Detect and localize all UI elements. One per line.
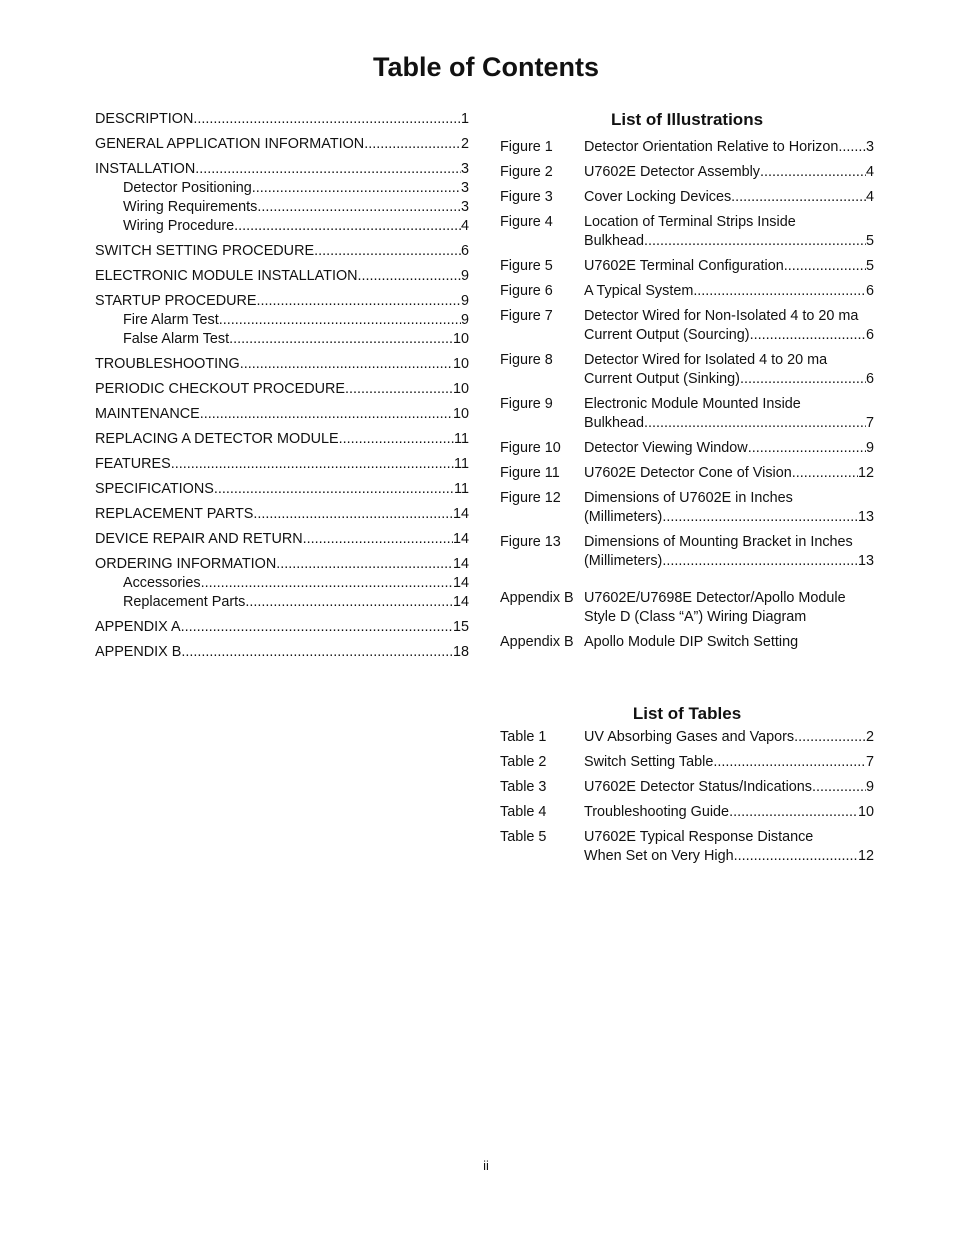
item-label: Appendix B — [500, 590, 574, 606]
item-page: 9 — [865, 779, 874, 795]
item-title: Troubleshooting Guide — [584, 804, 730, 820]
toc-entry — [95, 530, 469, 549]
item-title: Current Output (Sinking) — [584, 371, 740, 387]
item-page: 5 — [865, 233, 874, 249]
toc-section — [95, 380, 469, 399]
tables-list — [500, 704, 874, 872]
item-body — [584, 188, 874, 207]
dot-leader — [240, 355, 453, 374]
item-line: Apollo Module DIP Switch Setting — [584, 634, 799, 650]
entry-title: DEVICE REPAIR AND RETURN — [95, 531, 303, 547]
dot-leader — [200, 405, 453, 424]
list-item — [500, 163, 874, 182]
toc-section — [95, 160, 469, 236]
toc-entry — [95, 355, 469, 374]
item-page: 5 — [865, 258, 874, 274]
item-last-line — [584, 163, 874, 182]
dot-leader — [838, 138, 866, 157]
toc-section — [95, 267, 469, 286]
item-title: Bulkhead — [584, 233, 645, 249]
list-item — [500, 778, 874, 797]
item-last-line — [584, 414, 874, 433]
entry-page: 9 — [460, 268, 469, 284]
dot-leader — [303, 530, 453, 549]
item-last-line — [584, 464, 874, 483]
dot-leader — [252, 179, 461, 198]
item-line: Location of Terminal Strips Inside — [584, 214, 796, 230]
toc-section — [95, 110, 469, 129]
entry-title: Replacement Parts — [123, 594, 246, 610]
dot-leader — [276, 555, 453, 574]
item-body — [584, 138, 874, 157]
list-item — [500, 633, 874, 652]
list-item — [500, 439, 874, 458]
dot-leader — [253, 505, 453, 524]
entry-page: 9 — [460, 312, 469, 328]
dot-leader — [740, 370, 866, 389]
item-title: U7602E Detector Status/Indications — [584, 779, 812, 795]
item-body — [584, 489, 874, 527]
item-label: Figure 7 — [500, 308, 553, 324]
dot-leader — [245, 593, 453, 612]
item-last-line — [584, 370, 874, 389]
item-label: Figure 8 — [500, 352, 553, 368]
item-line: Detector Wired for Isolated 4 to 20 ma — [584, 352, 828, 368]
dot-leader — [195, 160, 461, 179]
item-page: 13 — [857, 509, 874, 525]
entry-page: 10 — [452, 331, 469, 347]
illustrations-heading: List of Illustrations — [610, 110, 764, 129]
item-last-line — [584, 439, 874, 458]
item-title: Cover Locking Devices — [584, 189, 732, 205]
dot-leader — [734, 847, 858, 866]
item-last-line — [584, 728, 874, 747]
toc-section — [95, 430, 469, 449]
entry-page: 14 — [452, 594, 469, 610]
item-body — [584, 395, 874, 433]
list-item — [500, 351, 874, 389]
item-title: U7602E Detector Assembly — [584, 164, 760, 180]
dot-leader — [201, 574, 453, 593]
item-line: U7602E Typical Response Distance — [584, 829, 814, 845]
item-title: Detector Orientation Relative to Horizon — [584, 139, 839, 155]
dot-leader — [314, 242, 461, 261]
item-last-line — [584, 753, 874, 772]
entry-title: Wiring Requirements — [123, 199, 258, 215]
toc-entry — [95, 505, 469, 524]
dot-leader — [339, 430, 454, 449]
toc-section — [95, 618, 469, 637]
item-last-line — [584, 778, 874, 797]
toc-subentry — [95, 574, 469, 593]
item-page: 10 — [857, 804, 874, 820]
toc-section — [95, 480, 469, 499]
toc-section — [95, 292, 469, 349]
toc-entry — [95, 455, 469, 474]
item-label: Figure 4 — [500, 214, 553, 230]
page-number: ii — [483, 1158, 489, 1173]
tables-heading: List of Tables — [632, 704, 742, 723]
dot-leader — [792, 464, 858, 483]
item-title: Switch Setting Table — [584, 754, 714, 770]
item-body — [584, 828, 874, 866]
list-item — [500, 828, 874, 866]
item-last-line — [584, 326, 874, 345]
item-body — [584, 213, 874, 251]
toc-subentry — [95, 217, 469, 236]
toc-section — [95, 135, 469, 154]
item-body — [584, 351, 874, 389]
entry-title: SWITCH SETTING PROCEDURE — [95, 243, 315, 259]
entry-page: 3 — [460, 180, 469, 196]
dot-leader — [257, 292, 461, 311]
toc-entry — [95, 380, 469, 399]
dot-leader — [644, 232, 866, 251]
list-item — [500, 728, 874, 747]
dot-leader — [234, 217, 461, 236]
item-title: U7602E Terminal Configuration — [584, 258, 784, 274]
item-last-line — [584, 232, 874, 251]
entry-page: 6 — [460, 243, 469, 259]
entry-title: STARTUP PROCEDURE — [95, 293, 257, 309]
list-item — [500, 753, 874, 772]
entry-page: 10 — [452, 381, 469, 397]
entry-title: Wiring Procedure — [123, 218, 235, 234]
entry-title: ELECTRONIC MODULE INSTALLATION — [95, 268, 358, 284]
item-page: 6 — [865, 371, 874, 387]
item-label: Figure 2 — [500, 164, 553, 180]
dot-leader — [193, 110, 461, 129]
list-item — [500, 213, 874, 251]
item-page: 7 — [865, 415, 874, 431]
toc-subentry — [95, 311, 469, 330]
entry-page: 11 — [454, 431, 469, 447]
toc-entry — [95, 242, 469, 261]
list-item — [500, 533, 874, 571]
toc-entry — [95, 135, 469, 154]
dot-leader — [219, 311, 461, 330]
item-body — [584, 464, 874, 483]
item-label: Figure 5 — [500, 258, 553, 274]
toc-list — [95, 110, 469, 668]
entry-title: FEATURES — [95, 456, 171, 472]
toc-entry — [95, 405, 469, 424]
item-label: Figure 3 — [500, 189, 553, 205]
entry-title: Detector Positioning — [123, 180, 252, 196]
list-item — [500, 257, 874, 276]
list-item — [500, 282, 874, 301]
item-body — [584, 589, 874, 627]
list-item — [500, 307, 874, 345]
entry-page: 1 — [460, 111, 469, 127]
item-title: (Millimeters) — [584, 509, 663, 525]
dot-leader — [729, 803, 858, 822]
item-line: Detector Wired for Non-Isolated 4 to 20 ma — [584, 308, 859, 324]
list-item — [500, 589, 874, 627]
item-page: 9 — [865, 440, 874, 456]
item-label: Table 2 — [500, 754, 547, 770]
entry-title: MAINTENANCE — [95, 406, 200, 422]
item-body — [584, 728, 874, 747]
item-last-line — [584, 138, 874, 157]
item-title: Current Output (Sourcing) — [584, 327, 750, 343]
entry-title: Accessories — [123, 575, 201, 591]
item-body — [584, 778, 874, 797]
dot-leader — [181, 643, 453, 662]
entry-page: 14 — [452, 556, 469, 572]
dot-leader — [693, 282, 866, 301]
item-label: Table 4 — [500, 804, 547, 820]
item-title: Bulkhead — [584, 415, 645, 431]
item-last-line — [584, 188, 874, 207]
toc-section — [95, 505, 469, 524]
entry-title: ORDERING INFORMATION — [95, 556, 277, 572]
dot-leader — [181, 618, 453, 637]
item-page: 4 — [865, 189, 874, 205]
entry-page: 10 — [452, 356, 469, 372]
list-item — [500, 803, 874, 822]
entry-title: GENERAL APPLICATION INFORMATION — [95, 136, 365, 152]
dot-leader — [364, 135, 461, 154]
toc-subentry — [95, 198, 469, 217]
toc-subentry — [95, 593, 469, 612]
dot-leader — [760, 163, 866, 182]
item-line: U7602E/U7698E Detector/Apollo Module — [584, 590, 846, 606]
dot-leader — [358, 267, 461, 286]
item-line: Dimensions of U7602E in Inches — [584, 490, 793, 506]
dot-leader — [345, 380, 453, 399]
dot-leader — [731, 188, 866, 207]
item-page: 13 — [857, 553, 874, 569]
entry-title: TROUBLESHOOTING — [95, 356, 240, 372]
entry-page: 3 — [460, 199, 469, 215]
dot-leader — [171, 455, 454, 474]
item-last-line — [584, 282, 874, 301]
entry-page: 4 — [460, 218, 469, 234]
page-title: Table of Contents — [373, 52, 599, 82]
item-label: Table 5 — [500, 829, 547, 845]
entry-page: 11 — [454, 481, 469, 497]
item-label: Figure 9 — [500, 396, 553, 412]
toc-entry — [95, 292, 469, 311]
item-label: Table 1 — [500, 729, 547, 745]
item-label: Figure 1 — [500, 139, 553, 155]
dot-leader — [794, 728, 866, 747]
list-item — [500, 188, 874, 207]
item-label: Figure 13 — [500, 534, 561, 550]
item-page: 6 — [865, 327, 874, 343]
item-label: Figure 11 — [500, 465, 560, 481]
toc-entry — [95, 110, 469, 129]
dot-leader — [713, 753, 866, 772]
item-title: U7602E Detector Cone of Vision — [584, 465, 792, 481]
dot-leader — [748, 439, 866, 458]
toc-entry — [95, 430, 469, 449]
item-label: Figure 6 — [500, 283, 553, 299]
toc-entry — [95, 480, 469, 499]
entry-title: Fire Alarm Test — [123, 312, 219, 328]
toc-entry — [95, 160, 469, 179]
illustrations-list — [500, 110, 874, 658]
item-page: 7 — [865, 754, 874, 770]
toc-entry — [95, 555, 469, 574]
item-last-line — [584, 847, 874, 866]
toc-entry — [95, 643, 469, 662]
item-label: Figure 10 — [500, 440, 561, 456]
list-item — [500, 395, 874, 433]
item-last-line — [584, 803, 874, 822]
item-body — [584, 307, 874, 345]
toc-subentry — [95, 179, 469, 198]
entry-page: 10 — [452, 406, 469, 422]
item-line: Style D (Class “A”) Wiring Diagram — [584, 609, 807, 625]
entry-title: APPENDIX A — [95, 619, 181, 635]
toc-entry — [95, 267, 469, 286]
entry-title: REPLACING A DETECTOR MODULE — [95, 431, 339, 447]
toc-section — [95, 242, 469, 261]
toc-section — [95, 530, 469, 549]
item-page: 12 — [857, 465, 874, 481]
entry-title: DESCRIPTION — [95, 111, 194, 127]
item-body — [584, 753, 874, 772]
dot-leader — [812, 778, 866, 797]
toc-subentry — [95, 330, 469, 349]
dot-leader — [229, 330, 453, 349]
item-page: 3 — [865, 139, 874, 155]
toc-section — [95, 455, 469, 474]
item-page: 12 — [857, 848, 874, 864]
item-last-line — [584, 508, 874, 527]
item-body — [584, 439, 874, 458]
item-page: 2 — [865, 729, 874, 745]
toc-section — [95, 555, 469, 612]
item-title: A Typical System — [584, 283, 694, 299]
dot-leader — [214, 480, 454, 499]
item-title: (Millimeters) — [584, 553, 663, 569]
entry-title: SPECIFICATIONS — [95, 481, 214, 497]
entry-title: PERIODIC CHECKOUT PROCEDURE — [95, 381, 346, 397]
entry-title: REPLACEMENT PARTS — [95, 506, 254, 522]
entry-title: INSTALLATION — [95, 161, 196, 177]
item-label: Figure 12 — [500, 490, 561, 506]
item-body — [584, 533, 874, 571]
entry-page: 11 — [454, 456, 469, 472]
item-body — [584, 163, 874, 182]
entry-page: 18 — [452, 644, 469, 660]
toc-section — [95, 405, 469, 424]
entry-page: 2 — [460, 136, 469, 152]
item-page: 4 — [865, 164, 874, 180]
item-last-line — [584, 257, 874, 276]
item-page: 6 — [865, 283, 874, 299]
dot-leader — [662, 508, 858, 527]
entry-page: 9 — [460, 293, 469, 309]
toc-entry — [95, 618, 469, 637]
list-item — [500, 489, 874, 527]
item-body — [584, 803, 874, 822]
dot-leader — [644, 414, 866, 433]
item-label: Table 3 — [500, 779, 547, 795]
item-line: Dimensions of Mounting Bracket in Inches — [584, 534, 853, 550]
dot-leader — [750, 326, 866, 345]
entry-page: 15 — [452, 619, 469, 635]
dot-leader — [662, 552, 858, 571]
entry-title: APPENDIX B — [95, 644, 182, 660]
list-item — [500, 464, 874, 483]
dot-leader — [257, 198, 461, 217]
entry-page: 14 — [452, 531, 469, 547]
item-title: When Set on Very High — [584, 848, 734, 864]
list-item — [500, 138, 874, 157]
item-label: Appendix B — [500, 634, 574, 650]
item-title: UV Absorbing Gases and Vapors — [584, 729, 795, 745]
entry-page: 14 — [452, 506, 469, 522]
item-line: Electronic Module Mounted Inside — [584, 396, 801, 412]
item-title: Detector Viewing Window — [584, 440, 748, 456]
entry-page: 3 — [460, 161, 469, 177]
entry-title: False Alarm Test — [123, 331, 230, 347]
item-body — [584, 633, 874, 652]
dot-leader — [784, 257, 866, 276]
item-last-line — [584, 552, 874, 571]
toc-section — [95, 643, 469, 662]
entry-page: 14 — [452, 575, 469, 591]
item-body — [584, 282, 874, 301]
toc-section — [95, 355, 469, 374]
item-body — [584, 257, 874, 276]
